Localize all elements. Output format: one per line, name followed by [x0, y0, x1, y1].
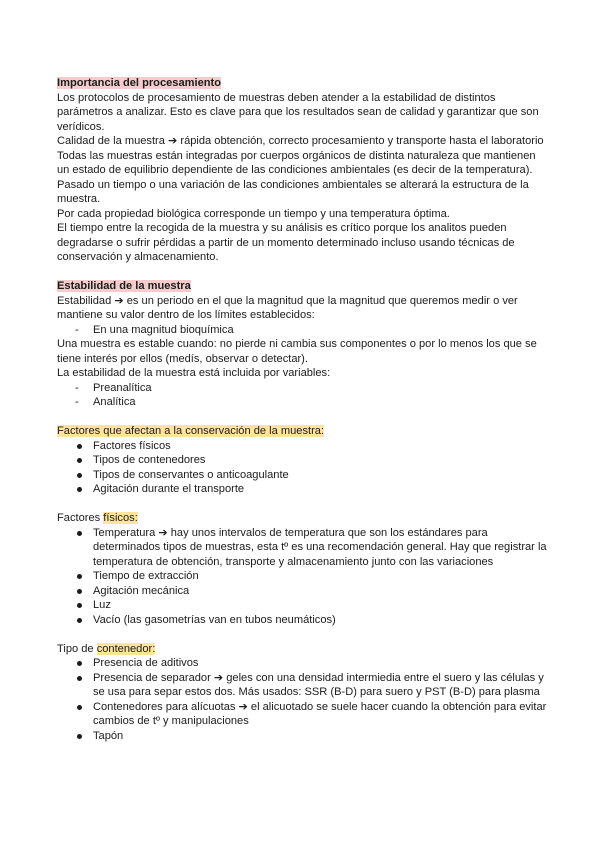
paragraph: Estabilidad ➔ es un periodo en el que la magnitud que la magnitud que queremos medir o ver mantiene su valor dentro de los límites establecidos:	[57, 294, 518, 321]
heading-factores: Factores que afectan a la conservación de la muestra:	[57, 425, 325, 437]
paragraph: La estabilidad de la muestra está incluida por variables:	[57, 367, 331, 379]
list-item: Luz	[57, 598, 549, 613]
list-item: Agitación durante el transporte	[57, 482, 549, 497]
list-item: Temperatura ➔ hay unos intervalos de temperatura que son los estándares para determinados tipos de muestras, esta tº es una recomendación general. Hay que registrar la temperatura de obtención, transporte y almacenamiento junto con las variaciones	[57, 526, 549, 570]
list-item: Presencia de separador ➔ geles con una densidad intermiedia entre el suero y las células y se usa para separ estos dos. Más usados: SSR (B-D) para suero y PST (B-D) para plasma	[57, 671, 549, 700]
list-item: Tipos de contenedores	[57, 453, 549, 468]
section-heading	[57, 511, 549, 526]
heading-highlight: contenedor:	[96, 642, 156, 655]
paragraph: Todas las muestras están integradas por cuerpos orgánicos de distinta naturaleza que mantienen un estado de equilibrio dependiente de las condiciones ambientales (es decir de la temperatura).	[57, 149, 536, 176]
dash-list	[57, 323, 549, 338]
list-item: Vacío (las gasometrías van en tubos neumáticos)	[57, 613, 549, 628]
paragraph: Los protocolos de procesamiento de muestras deben atender a la estabilidad de distintos parámetros a analizar. Esto es clave para que los resultados sean de calidad y garantizar que son verídicos.	[57, 91, 539, 133]
list-item: Contenedores para alícuotas ➔ el alicuotado se suele hacer cuando la obtención para evitar cambios de tº y manipulaciones	[57, 700, 549, 729]
dash-list	[57, 381, 549, 410]
list-item: Tipos de conservantes o anticoagulante	[57, 468, 549, 483]
section-heading	[57, 424, 549, 439]
list-item: Tapón	[57, 729, 549, 744]
list-item: Tiempo de extracción	[57, 569, 549, 584]
paragraph: Calidad de la muestra ➔ rápida obtención, correcto procesamiento y transporte hasta el laboratorio	[57, 135, 544, 147]
section-heading	[57, 642, 549, 657]
document-page	[57, 76, 549, 743]
paragraph: Pasado un tiempo o una variación de las condiciones ambientales se alterará la estructura de la muestra.	[57, 178, 529, 205]
paragraph: El tiempo entre la recogida de la muestra y su análisis es crítico porque los analitos pueden degradarse o sufrir pérdidas a partir de un momento determinado incluso usando técnicas de conservación y almacenamiento.	[57, 222, 515, 263]
list-item: Agitación mecánica	[57, 584, 549, 599]
bullet-list	[57, 656, 549, 743]
heading-estabilidad: Estabilidad de la muestra	[57, 280, 191, 292]
list-item: Factores físicos	[57, 439, 549, 454]
section-heading	[57, 76, 549, 91]
heading-prefix: Tipo de	[57, 642, 97, 655]
paragraph: Por cada propiedad biológica corresponde un tiempo y una temperatura óptima.	[57, 207, 450, 220]
bullet-list	[57, 439, 549, 497]
list-item: - Preanalítica	[57, 381, 549, 396]
paragraph: Una muestra es estable cuando: no pierde ni cambia sus componentes o por lo menos los que se tiene interés por ellos (medís, observar o detectar).	[57, 338, 537, 365]
heading-importancia: Importancia del procesamiento	[57, 77, 221, 89]
list-item: - En una magnitud bioquímica	[57, 323, 549, 338]
bullet-list	[57, 526, 549, 628]
heading-prefix: Factores	[57, 512, 104, 524]
heading-highlight: físicos:	[103, 512, 138, 524]
list-item: Presencia de aditivos	[57, 656, 549, 671]
list-item: - Analítica	[57, 395, 549, 410]
section-heading	[57, 279, 549, 294]
